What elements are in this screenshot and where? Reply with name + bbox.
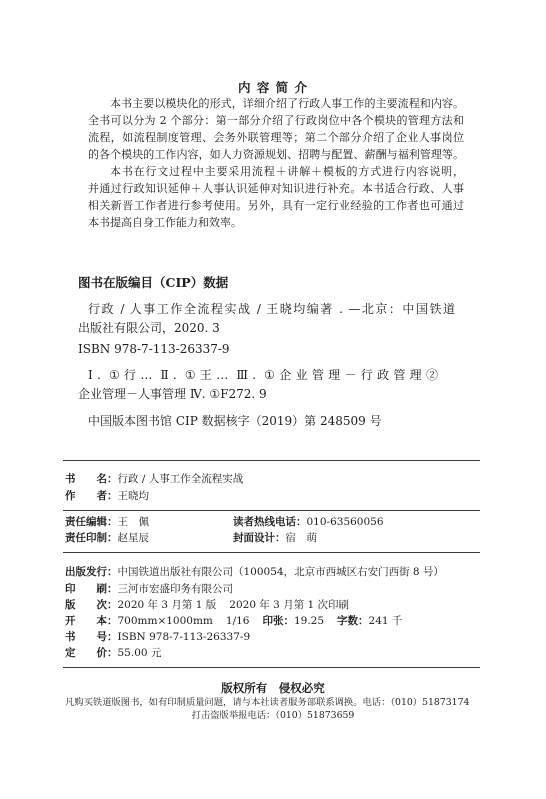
hotline-row [233,515,384,529]
publisher-label: 出版发行： [65,566,118,578]
price-value: 55.00 元 [117,647,162,659]
printer-value: 三河市宏盛印务有限公司 [117,583,233,595]
cip-line: Ⅰ. ①行… Ⅱ. ①王… Ⅲ. ①企业管理－行政管理② [88,368,438,382]
publisher-value: 中国铁道出版社有限公司（100054，北京市西城区右安门西街 8 号） [117,566,444,578]
publisher-row [65,565,444,579]
printer-row [65,582,233,596]
print-supervisor-label: 责任印制： [65,532,118,544]
printing-value: 2020 年 3 月第 1 次印刷 [229,599,350,611]
print-supervisor-row [65,531,149,545]
divider [63,460,480,461]
words-label: 字数： [337,615,369,627]
summary-p1-line: 的各个模块的工作内容，如人力资源规划、招聘与配置、薪酬与福利管理等。 [88,148,464,161]
summary-p1-line: 流程，如流程制度管理、会务外联管理等；第二个部分介绍了企业人事岗位 [88,131,464,144]
format-row [65,614,402,628]
cover-design-label: 封面设计： [233,532,286,544]
cip-line: 企业管理－人事管理 Ⅳ. ①F272. 9 [78,387,267,401]
sheets-value: 19.25 [293,615,325,627]
editor-value: 王 佩 [117,516,149,528]
summary-p1-line: 全书可以分为 2 个部分：第一部分介绍了行政岗位中各个模块的管理方法和 [88,114,464,127]
summary-title: 内 容 简 介 [237,80,309,95]
cip-line: 出版社有限公司，2020. 3 [78,321,220,335]
book-name-value: 行政 / 人事工作全流程实战 [117,473,244,485]
editor-label: 责任编辑： [65,516,118,528]
cover-design-value: 宿 萌 [285,532,317,544]
cip-record-number: 中国版本图书馆 CIP 数据核字（2019）第 248509 号 [88,414,382,428]
isbn-label: 书 号： [65,631,118,643]
book-name-label: 书 名： [65,473,118,485]
isbn-row [65,630,250,644]
author-value: 王晓均 [117,490,149,502]
summary-body [88,95,464,231]
author-label: 作 者： [65,490,118,502]
words-value: 241 千 [368,615,403,627]
summary-p1-line: 本书主要以模块化的形式，详细介绍了行政人事工作的主要流程和内容。 [110,97,464,110]
print-supervisor-value: 赵星辰 [117,532,149,544]
edition-label: 版 次： [65,599,118,611]
cip-heading: 图书在版编目（CIP）数据 [78,275,229,290]
summary-p2-line: 并通过行政知识延伸＋人事认识延伸对知识进行补充。本书适合行政、人事 [88,182,464,195]
hotline-label: 读者热线电话： [233,516,307,528]
anti-piracy-hotline: 打击盗版举报电话：（010）51873659 [191,710,355,721]
summary-p2-line: 相关新晋工作者进行参考使用。另外，具有一定行业经验的工作者也可通过 [88,199,464,212]
cip-line: 行政 / 人事工作全流程实战 / 王晓均编著 . —北京：中国铁道 [88,302,455,316]
cover-design-row [233,531,317,545]
summary-p2-line: 本书提高自身工作能力和效率。 [88,216,242,229]
divider [63,552,480,553]
edition-value: 2020 年 3 月第 1 版 [117,599,217,611]
cip-isbn: ISBN 978-7-113-26337-9 [78,342,230,356]
summary-p2-line: 本书在行文过程中主要采用流程＋讲解＋模板的方式进行内容说明， [110,165,464,178]
printer-label: 印 刷： [65,583,118,595]
edition-row [65,598,349,612]
divider [63,510,480,511]
author-row [65,489,149,503]
sheets-label: 印张： [262,615,294,627]
editor-row [65,515,149,529]
hotline-value: 010-63560056 [306,516,384,528]
isbn-value: ISBN 978-7-113-26337-9 [117,631,251,643]
format-fold: 1/16 [225,615,250,627]
divider [63,667,480,668]
price-row [65,646,161,660]
book-name-row [65,472,243,486]
service-notice: 凡购买铁道版图书，如有印制质量问题，请与本社读者服务部联系调换。电话：（010）51873174 [65,697,470,708]
format-label: 开 本： [65,615,118,627]
copyright-notice: 版权所有 侵权必究 [221,681,325,695]
format-size: 700mm×1000mm [117,615,213,627]
price-label: 定 价： [65,647,118,659]
